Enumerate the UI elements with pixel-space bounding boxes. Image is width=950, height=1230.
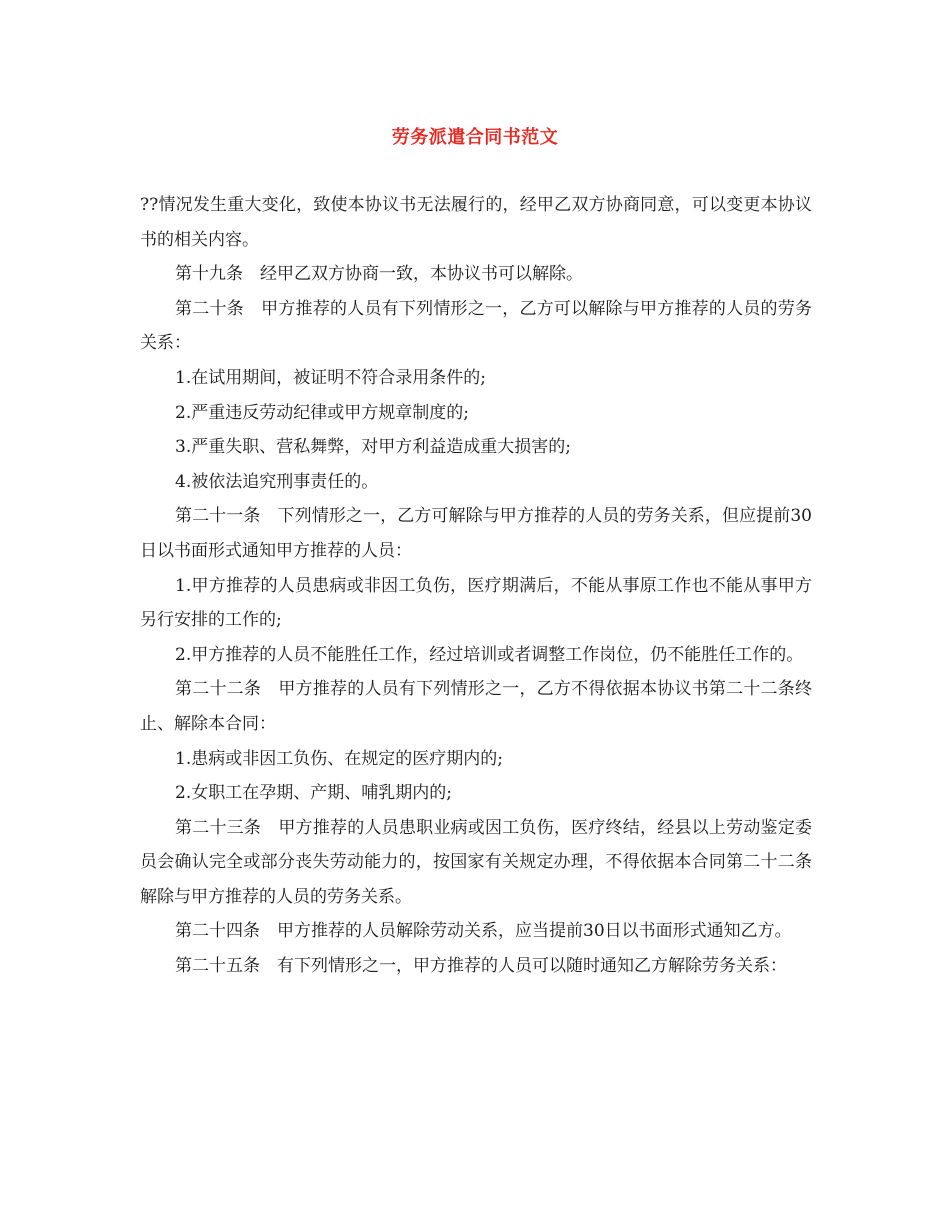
list-item: 2.严重违反劳动纪律或甲方规章制度的; bbox=[175, 402, 469, 423]
list-item: 2.女职工在孕期、产期、哺乳期内的; bbox=[175, 783, 452, 804]
paragraph-article-22: 第二十二条 甲方推荐的人员有下列情形之一，乙方不得依据本协议书第二十二条终止、解除本合同： bbox=[140, 679, 812, 734]
list-item: 3.严重失职、营私舞弊，对甲方利益造成重大损害的; bbox=[175, 437, 571, 458]
document-title: 劳务派遣合同书范文 bbox=[391, 127, 559, 148]
list-item: 2.甲方推荐的人员不能胜任工作，经过培训或者调整工作岗位，仍不能胜任工作的。 bbox=[175, 644, 804, 665]
paragraph-article-21: 第二十一条 下列情形之一，乙方可解除与甲方推荐的人员的劳务关系，但应提前30日以书面形式通知甲方推荐的人员： bbox=[140, 506, 812, 561]
paragraph-article-25: 第二十五条 有下列情形之一，甲方推荐的人员可以随时通知乙方解除劳务关系： bbox=[175, 956, 787, 977]
list-item: 4.被依法追究刑事责任的。 bbox=[175, 471, 379, 492]
list-item: 1.患病或非因工负伤、在规定的医疗期内的; bbox=[175, 748, 503, 769]
paragraph-article-24: 第二十四条 甲方推荐的人员解除劳动关系，应当提前30日以书面形式通知乙方。 bbox=[175, 921, 792, 942]
paragraph-article-19: 第十九条 经甲乙双方协商一致，本协议书可以解除。 bbox=[175, 264, 583, 285]
document-body bbox=[140, 188, 812, 984]
list-item: 1.甲方推荐的人员患病或非因工负伤，医疗期满后，不能从事原工作也不能从事甲方另行安排的工作的; bbox=[140, 575, 812, 631]
paragraph-article-23: 第二十三条 甲方推荐的人员患职业病或因工负伤，医疗终结，经县以上劳动鉴定委员会确认完全或部分丧失劳动能力的，按国家有关规定办理，不得依据本合同第二十二条解除与甲方推荐的人员的劳务关系。 bbox=[140, 817, 812, 907]
paragraph-continuation: ??情况发生重大变化，致使本协议书无法履行的，经甲乙双方协商同意，可以变更本协议书的相关内容。 bbox=[140, 195, 812, 250]
paragraph-article-20: 第二十条 甲方推荐的人员有下列情形之一，乙方可以解除与甲方推荐的人员的劳务关系： bbox=[140, 298, 812, 354]
list-item: 1.在试用期间，被证明不符合录用条件的; bbox=[175, 367, 486, 388]
